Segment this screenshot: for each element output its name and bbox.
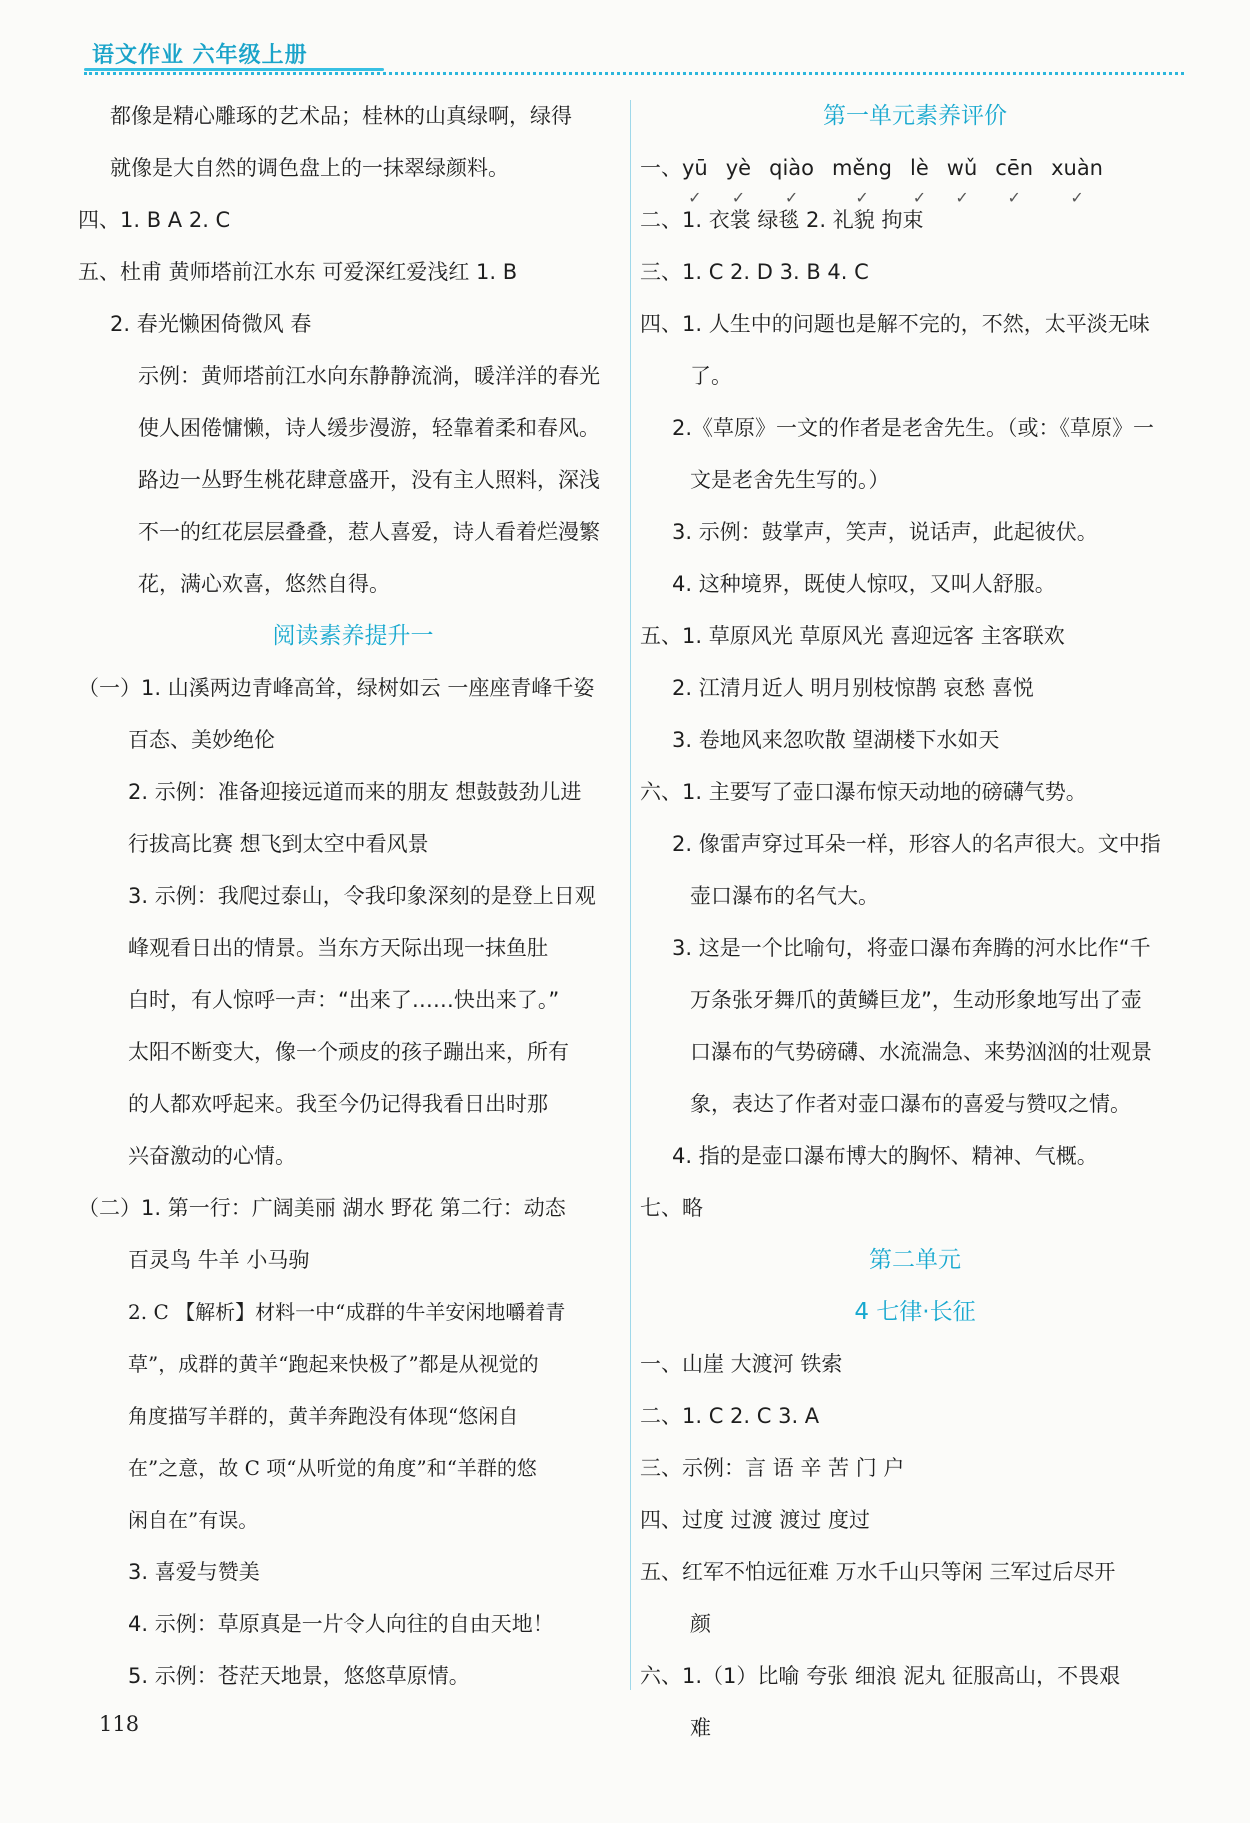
- pinyin-item: [725, 142, 752, 207]
- page-header: [84, 38, 1184, 78]
- answer-text: 就像是大自然的调色盘上的一抹翠绿颜料。: [110, 156, 509, 180]
- check-mark-icon: ✓: [1070, 188, 1084, 207]
- answer-line: [640, 1026, 1190, 1078]
- section-title: 阅读素养提升一: [272, 623, 434, 649]
- answer-line: [78, 558, 628, 610]
- pinyin-item: [946, 142, 978, 207]
- answer-line: [78, 350, 628, 402]
- answer-text: 4. 示例：草原真是一片令人向往的自由天地！: [128, 1612, 554, 1636]
- answer-text: 3. 喜爱与赞美: [128, 1560, 260, 1584]
- answer-line: [78, 194, 628, 246]
- answer-text: 角度描写羊群的，黄羊奔跑没有体现“悠闲自: [128, 1404, 519, 1428]
- answer-text: 2. 春光懒困倚微风 春: [110, 312, 312, 336]
- answer-text: 白时，有人惊呼一声：“出来了……快出来了。”: [128, 988, 560, 1012]
- answer-line: [640, 298, 1190, 350]
- answer-line: [78, 142, 628, 194]
- answer-line: [78, 90, 628, 142]
- pinyin-item: [910, 142, 929, 207]
- answer-text: 六、1.（1）比喻 夸张 细浪 泥丸 征服高山，不畏艰: [640, 1664, 1121, 1688]
- answer-line: [640, 402, 1190, 454]
- answer-line: [78, 1390, 628, 1442]
- answer-line: [640, 1546, 1190, 1598]
- answer-text: 2. 像雷声穿过耳朵一样，形容人的名声很大。文中指: [672, 832, 1161, 856]
- answer-line: [640, 818, 1190, 870]
- answer-text: 二、1. 衣裳 绿毯 2. 礼貌 拘束: [640, 208, 924, 232]
- pinyin-text: qiào: [769, 156, 814, 180]
- answer-text: 都像是精心雕琢的艺术品；桂林的山真绿啊，绿得: [110, 104, 572, 128]
- answer-text: 闲自在”有误。: [128, 1508, 259, 1532]
- answer-text: 难: [690, 1716, 711, 1740]
- answer-text: 3. 卷地风来忽吹散 望湖楼下水如天: [672, 728, 1000, 752]
- answer-line: [78, 246, 628, 298]
- check-mark-icon: ✓: [955, 188, 969, 207]
- answer-text: 七、略: [640, 1196, 703, 1220]
- answer-text: 六、1. 主要写了壶口瀑布惊天动地的磅礴气势。: [640, 780, 1087, 804]
- header-dotted-line: [84, 72, 1184, 75]
- answer-text: 五、红军不怕远征难 万水千山只等闲 三军过后尽开: [640, 1560, 1116, 1584]
- answer-line: [78, 1494, 628, 1546]
- left-column: [78, 90, 628, 1702]
- answer-text: 4. 这种境界，既使人惊叹，又叫人舒服。: [672, 572, 1056, 596]
- answer-line: [640, 246, 1190, 298]
- answer-line: [78, 922, 628, 974]
- answer-line: [640, 1650, 1190, 1702]
- answer-text: 草”，成群的黄羊“跑起来快极了”都是从视觉的: [128, 1352, 539, 1376]
- answer-text: 壶口瀑布的名气大。: [690, 884, 879, 908]
- answer-text: 颜: [690, 1612, 711, 1636]
- answer-line: [640, 766, 1190, 818]
- answer-line: [640, 350, 1190, 402]
- answer-text: 5. 示例：苍茫天地景，悠悠草原情。: [128, 1664, 470, 1688]
- answer-text: 象，表达了作者对壶口瀑布的喜爱与赞叹之情。: [690, 1092, 1131, 1116]
- answer-line: [640, 1494, 1190, 1546]
- page-number: 118: [99, 1712, 140, 1736]
- answer-line: [640, 454, 1190, 506]
- answer-line: [78, 1338, 628, 1390]
- answer-text: 四、1. B A 2. C: [78, 208, 231, 232]
- pinyin-text: wǔ: [946, 156, 978, 180]
- answer-line: [640, 506, 1190, 558]
- answer-line: [78, 402, 628, 454]
- answer-line: [640, 922, 1190, 974]
- section-title: 第一单元素养评价: [823, 103, 1007, 129]
- answer-line: [78, 1650, 628, 1702]
- answer-text: （二）1. 第一行：广阔美丽 湖水 野花 第二行：动态: [78, 1196, 566, 1220]
- pinyin-text: yè: [725, 156, 752, 180]
- pinyin-text: měng: [832, 156, 893, 180]
- answer-text: 百态、美妙绝伦: [128, 728, 275, 752]
- answer-text: 五、杜甫 黄师塔前江水东 可爱深红爱浅红 1. B: [78, 260, 518, 284]
- question-number: 一、: [640, 156, 682, 180]
- answer-line: [640, 714, 1190, 766]
- section-title: 第二单元: [869, 1247, 961, 1273]
- check-mark-icon: ✓: [731, 188, 746, 207]
- answer-text: 在”之意，故 C 项“从听觉的角度”和“羊群的悠: [128, 1456, 537, 1480]
- check-mark-icon: ✓: [912, 188, 927, 207]
- answer-text: 二、1. C 2. C 3. A: [640, 1404, 820, 1428]
- answer-line: [640, 1182, 1190, 1234]
- answer-text: 花，满心欢喜，悠然自得。: [138, 572, 390, 596]
- answer-line: [78, 1598, 628, 1650]
- answer-line: [78, 1078, 628, 1130]
- answer-text: 使人困倦慵懒，诗人缓步漫游，轻靠着柔和春风。: [138, 416, 600, 440]
- answer-text: （一）1. 山溪两边青峰高耸，绿树如云 一座座青峰千姿: [78, 676, 595, 700]
- check-mark-icon: ✓: [688, 188, 702, 207]
- section-title: 4 七律·长征: [854, 1299, 976, 1325]
- answer-line: [78, 1130, 628, 1182]
- pinyin-text: xuàn: [1051, 156, 1103, 180]
- answer-text: 3. 示例：鼓掌声，笑声，说话声，此起彼伏。: [672, 520, 1098, 544]
- answer-line: [78, 1442, 628, 1494]
- answer-text: 三、示例：言 语 辛 苦 门 户: [640, 1456, 905, 1480]
- answer-line: [78, 1286, 628, 1338]
- column-divider: [630, 100, 631, 1690]
- answer-line: [640, 1390, 1190, 1442]
- answer-line: [640, 1338, 1190, 1390]
- answer-text: 兴奋激动的心情。: [128, 1144, 296, 1168]
- answer-text: 百灵鸟 牛羊 小马驹: [128, 1248, 310, 1272]
- pinyin-item: [995, 142, 1034, 207]
- answer-text: 3. 这是一个比喻句，将壶口瀑布奔腾的河水比作“千: [672, 936, 1151, 960]
- answer-text: 2. 江清月近人 明月别枝惊鹊 哀愁 喜悦: [672, 676, 1034, 700]
- pinyin-item: [769, 142, 814, 207]
- pinyin-text: cēn: [995, 156, 1034, 180]
- answer-line: [640, 662, 1190, 714]
- answer-line: [78, 714, 628, 766]
- answer-line: [640, 558, 1190, 610]
- answer-text: 不一的红花层层叠叠，惹人喜爱，诗人看着烂漫繁: [138, 520, 600, 544]
- answer-line: [640, 194, 1190, 246]
- answer-text: 口瀑布的气势磅礴、水流湍急、来势汹汹的壮观景: [690, 1040, 1152, 1064]
- answer-line: [640, 1442, 1190, 1494]
- answer-text: 峰观看日出的情景。当东方天际出现一抹鱼肚: [128, 936, 548, 960]
- answer-text: 五、1. 草原风光 草原风光 喜迎远客 主客联欢: [640, 624, 1065, 648]
- answer-text: 的人都欢呼起来。我至今仍记得我看日出时那: [128, 1092, 548, 1116]
- answer-text: 文是老舍先生写的。）: [690, 468, 890, 492]
- answer-line: [640, 610, 1190, 662]
- answer-line: [640, 870, 1190, 922]
- answer-line: [78, 818, 628, 870]
- pinyin-item: [832, 142, 893, 207]
- answer-text: 了。: [690, 364, 732, 388]
- answer-text: 2. C 【解析】材料一中“成群的牛羊安闲地嚼着青: [128, 1300, 566, 1324]
- answer-line: [78, 1546, 628, 1598]
- answer-text: 示例：黄师塔前江水向东静静流淌，暖洋洋的春光: [138, 364, 600, 388]
- answer-line: [640, 1702, 1190, 1754]
- answer-line: [78, 298, 628, 350]
- answer-text: 太阳不断变大，像一个顽皮的孩子蹦出来，所有: [128, 1040, 569, 1064]
- answer-text: 3. 示例：我爬过泰山，令我印象深刻的是登上日观: [128, 884, 596, 908]
- answer-line: [78, 766, 628, 818]
- answer-text: 2. 示例：准备迎接远道而来的朋友 想鼓鼓劲儿进: [128, 780, 582, 804]
- answer-text: 四、过度 过渡 渡过 度过: [640, 1508, 871, 1532]
- check-mark-icon: ✓: [1007, 188, 1021, 207]
- answer-line: [78, 454, 628, 506]
- check-mark-icon: ✓: [784, 188, 799, 207]
- answer-line: [78, 662, 628, 714]
- answer-line: [78, 1026, 628, 1078]
- answer-line: [78, 974, 628, 1026]
- header-title: 语文作业 六年级上册: [92, 43, 308, 68]
- answer-line: [640, 974, 1190, 1026]
- answer-text: 三、1. C 2. D 3. B 4. C: [640, 260, 869, 284]
- answer-text: 四、1. 人生中的问题也是解不完的，不然，太平淡无味: [640, 312, 1150, 336]
- answer-line: [78, 1234, 628, 1286]
- right-column: [640, 90, 1190, 1754]
- answer-line: [640, 1130, 1190, 1182]
- header-underline: [84, 68, 384, 71]
- answer-text: 路边一丛野生桃花肆意盛开，没有主人照料，深浅: [138, 468, 600, 492]
- pinyin-item: [682, 142, 708, 207]
- answer-text: 一、山崖 大渡河 铁索: [640, 1352, 843, 1376]
- pinyin-item: [1051, 142, 1103, 207]
- answer-line: [640, 1598, 1190, 1650]
- check-mark-icon: ✓: [855, 188, 869, 207]
- answer-text: 万条张牙舞爪的黄鳞巨龙”，生动形象地写出了壶: [690, 988, 1142, 1012]
- pinyin-text: lè: [910, 156, 929, 180]
- answer-text: 2.《草原》一文的作者是老舍先生。（或：《草原》一: [672, 416, 1155, 440]
- answer-line: [78, 1182, 628, 1234]
- pinyin-answer-row: [640, 142, 1190, 207]
- answer-line: [640, 1078, 1190, 1130]
- answer-line: [78, 506, 628, 558]
- answer-text: 行拔高比赛 想飞到太空中看风景: [128, 832, 429, 856]
- answer-line: [78, 870, 628, 922]
- answer-text: 4. 指的是壶口瀑布博大的胸怀、精神、气概。: [672, 1144, 1098, 1168]
- pinyin-text: yū: [682, 156, 708, 180]
